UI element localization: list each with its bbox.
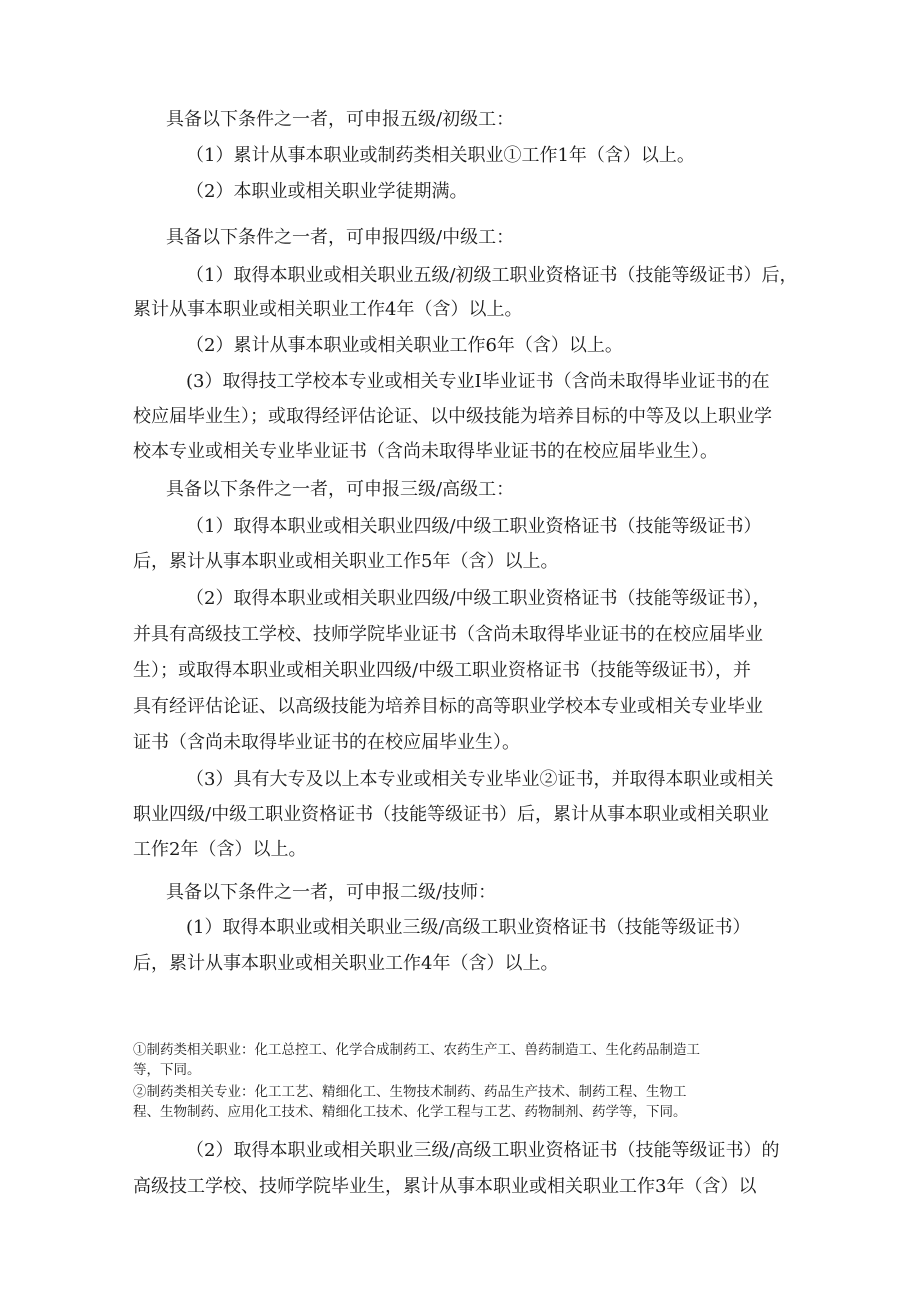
condition-item: （1）取得本职业或相关职业五级/初级工职业资格证书（技能等级证书）后，	[186, 265, 798, 286]
footnote-1-continuation: 等，下同。	[133, 1062, 201, 1078]
condition-item-continuation: 职业四级/中级工职业资格证书（技能等级证书）后，累计从事本职业或相关职业	[133, 804, 770, 825]
condition-item-continuation: 具有经评估论证、以高级技能为培养目标的高等职业学校本专业或相关专业毕业	[133, 696, 763, 717]
condition-item: （2）累计从事本职业或相关职业工作6年（含）以上。	[186, 335, 623, 356]
condition-heading-level5: 具备以下条件之一者，可申报五级/初级工：	[166, 109, 515, 130]
condition-item: （3）具有大专及以上本专业或相关专业毕业②证书，并取得本职业或相关	[186, 769, 774, 790]
condition-item-continuation: 并具有高级技工学校、技师学院毕业证书（含尚未取得毕业证书的在校应届毕业	[133, 624, 763, 645]
condition-item-continuation: 证书（含尚未取得毕业证书的在校应届毕业生）。	[133, 732, 520, 753]
condition-item: （1）累计从事本职业或制药类相关职业①工作1年（含）以上。	[186, 145, 695, 166]
condition-heading-level4: 具备以下条件之一者，可申报四级/中级工：	[166, 227, 515, 248]
condition-item-continuation: 校本专业或相关专业毕业证书（含尚未取得毕业证书的在校应届毕业生）。	[133, 441, 718, 462]
condition-item: （1）取得本职业或相关职业四级/中级工职业资格证书（技能等级证书）	[186, 516, 762, 537]
condition-heading-level3: 具备以下条件之一者，可申报三级/高级工：	[166, 479, 515, 500]
footnote-1: ①制药类相关职业：化工总控工、化学合成制药工、农药生产工、兽药制造工、生化药品制造工	[133, 1042, 700, 1058]
condition-item: （2）取得本职业或相关职业三级/高级工职业资格证书（技能等级证书）的	[186, 1140, 780, 1161]
condition-item-continuation: 后，累计从事本职业或相关职业工作5年（含）以上。	[133, 551, 559, 572]
footnote-2: ②制药类相关专业：化工工艺、精细化工、生物技术制药、药品生产技术、制药工程、生物工	[133, 1084, 687, 1100]
condition-heading-level2: 具备以下条件之一者，可申报二级/技师：	[166, 882, 497, 903]
condition-item-continuation: 校应届毕业生）；或取得经评估论证、以中级技能为培养目标的中等及以上职业学	[133, 406, 772, 427]
condition-item: （2）本职业或相关职业学徒期满。	[186, 181, 468, 202]
condition-item: (3）取得技工学校本专业或相关专业I毕业证书（含尚未取得毕业证书的在	[186, 371, 770, 392]
condition-item: (1）取得本职业或相关职业三级/高级工职业资格证书（技能等级证书）	[186, 917, 751, 938]
condition-item-continuation: 累计从事本职业或相关职业工作4年（含）以上。	[133, 299, 523, 320]
condition-item-continuation: 高级技工学校、技师学院毕业生，累计从事本职业或相关职业工作3年（含）以	[133, 1176, 757, 1197]
condition-item: （2）取得本职业或相关职业四级/中级工职业资格证书（技能等级证书），	[186, 588, 771, 609]
footnote-2-continuation: 程、生物制药、应用化工技术、精细化工技术、化学工程与工艺、药物制剂、药学等，下同。	[133, 1104, 687, 1120]
condition-item-continuation: 工作2年（含）以上。	[133, 839, 307, 860]
condition-item-continuation: 生）；或取得本职业或相关职业四级/中级工职业资格证书（技能等级证书），并	[133, 660, 752, 681]
condition-item-continuation: 后，累计从事本职业或相关职业工作4年（含）以上。	[133, 953, 559, 974]
